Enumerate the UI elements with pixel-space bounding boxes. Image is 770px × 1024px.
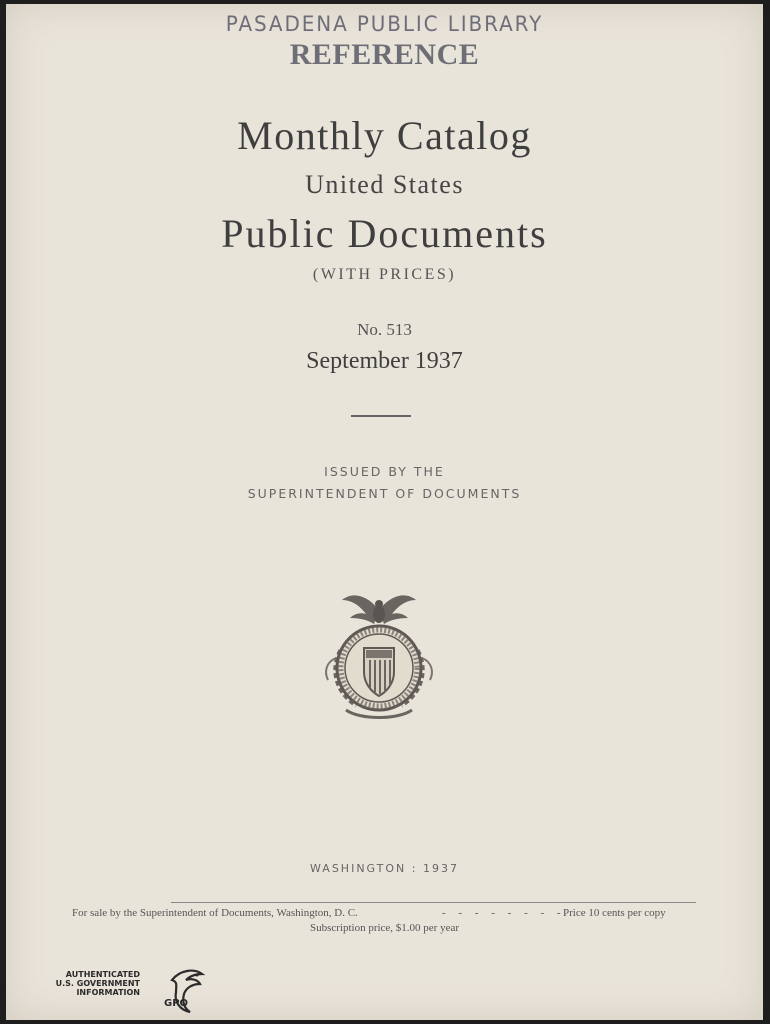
- footer-rule: [171, 902, 696, 903]
- issued-by-line: ISSUED BY THE: [324, 464, 445, 479]
- issue-date: September 1937: [306, 348, 463, 374]
- gpo-logo-mark: GPO: [164, 998, 189, 1009]
- sale-notice: For sale by the Superintendent of Documents, Washington, D. C.: [72, 907, 358, 919]
- gpo-logo-line3: INFORMATION: [76, 988, 140, 997]
- document-page: [6, 4, 763, 1020]
- place-and-year: WASHINGTON : 1937: [310, 862, 459, 875]
- gpo-authenticated-logo: [55, 962, 208, 1018]
- catalog-title: Monthly Catalog: [237, 113, 532, 158]
- prices-note: (WITH PRICES): [312, 266, 457, 283]
- price-per-copy: Price 10 cents per copy: [563, 907, 666, 919]
- subscription-price: Subscription price, $1.00 per year: [309, 922, 460, 934]
- library-stamp-reference: REFERENCE: [289, 38, 480, 71]
- catalog-title-documents: Public Documents: [221, 211, 548, 256]
- catalog-subtitle: United States: [305, 170, 464, 199]
- divider-rule: [351, 415, 411, 417]
- gpo-eagle-icon: [164, 966, 208, 1014]
- library-stamp-name: PASADENA PUBLIC LIBRARY: [225, 12, 544, 36]
- issue-number: No. 513: [357, 320, 412, 339]
- gpo-logo-line2: U.S. GOVERNMENT: [55, 979, 140, 988]
- leader-dashes: - - - - - - - -: [442, 907, 566, 919]
- gpo-logo-line1: AUTHENTICATED: [65, 970, 140, 979]
- government-printing-office-seal-icon: [316, 588, 442, 724]
- issuer-name: SUPERINTENDENT OF DOCUMENTS: [247, 486, 522, 501]
